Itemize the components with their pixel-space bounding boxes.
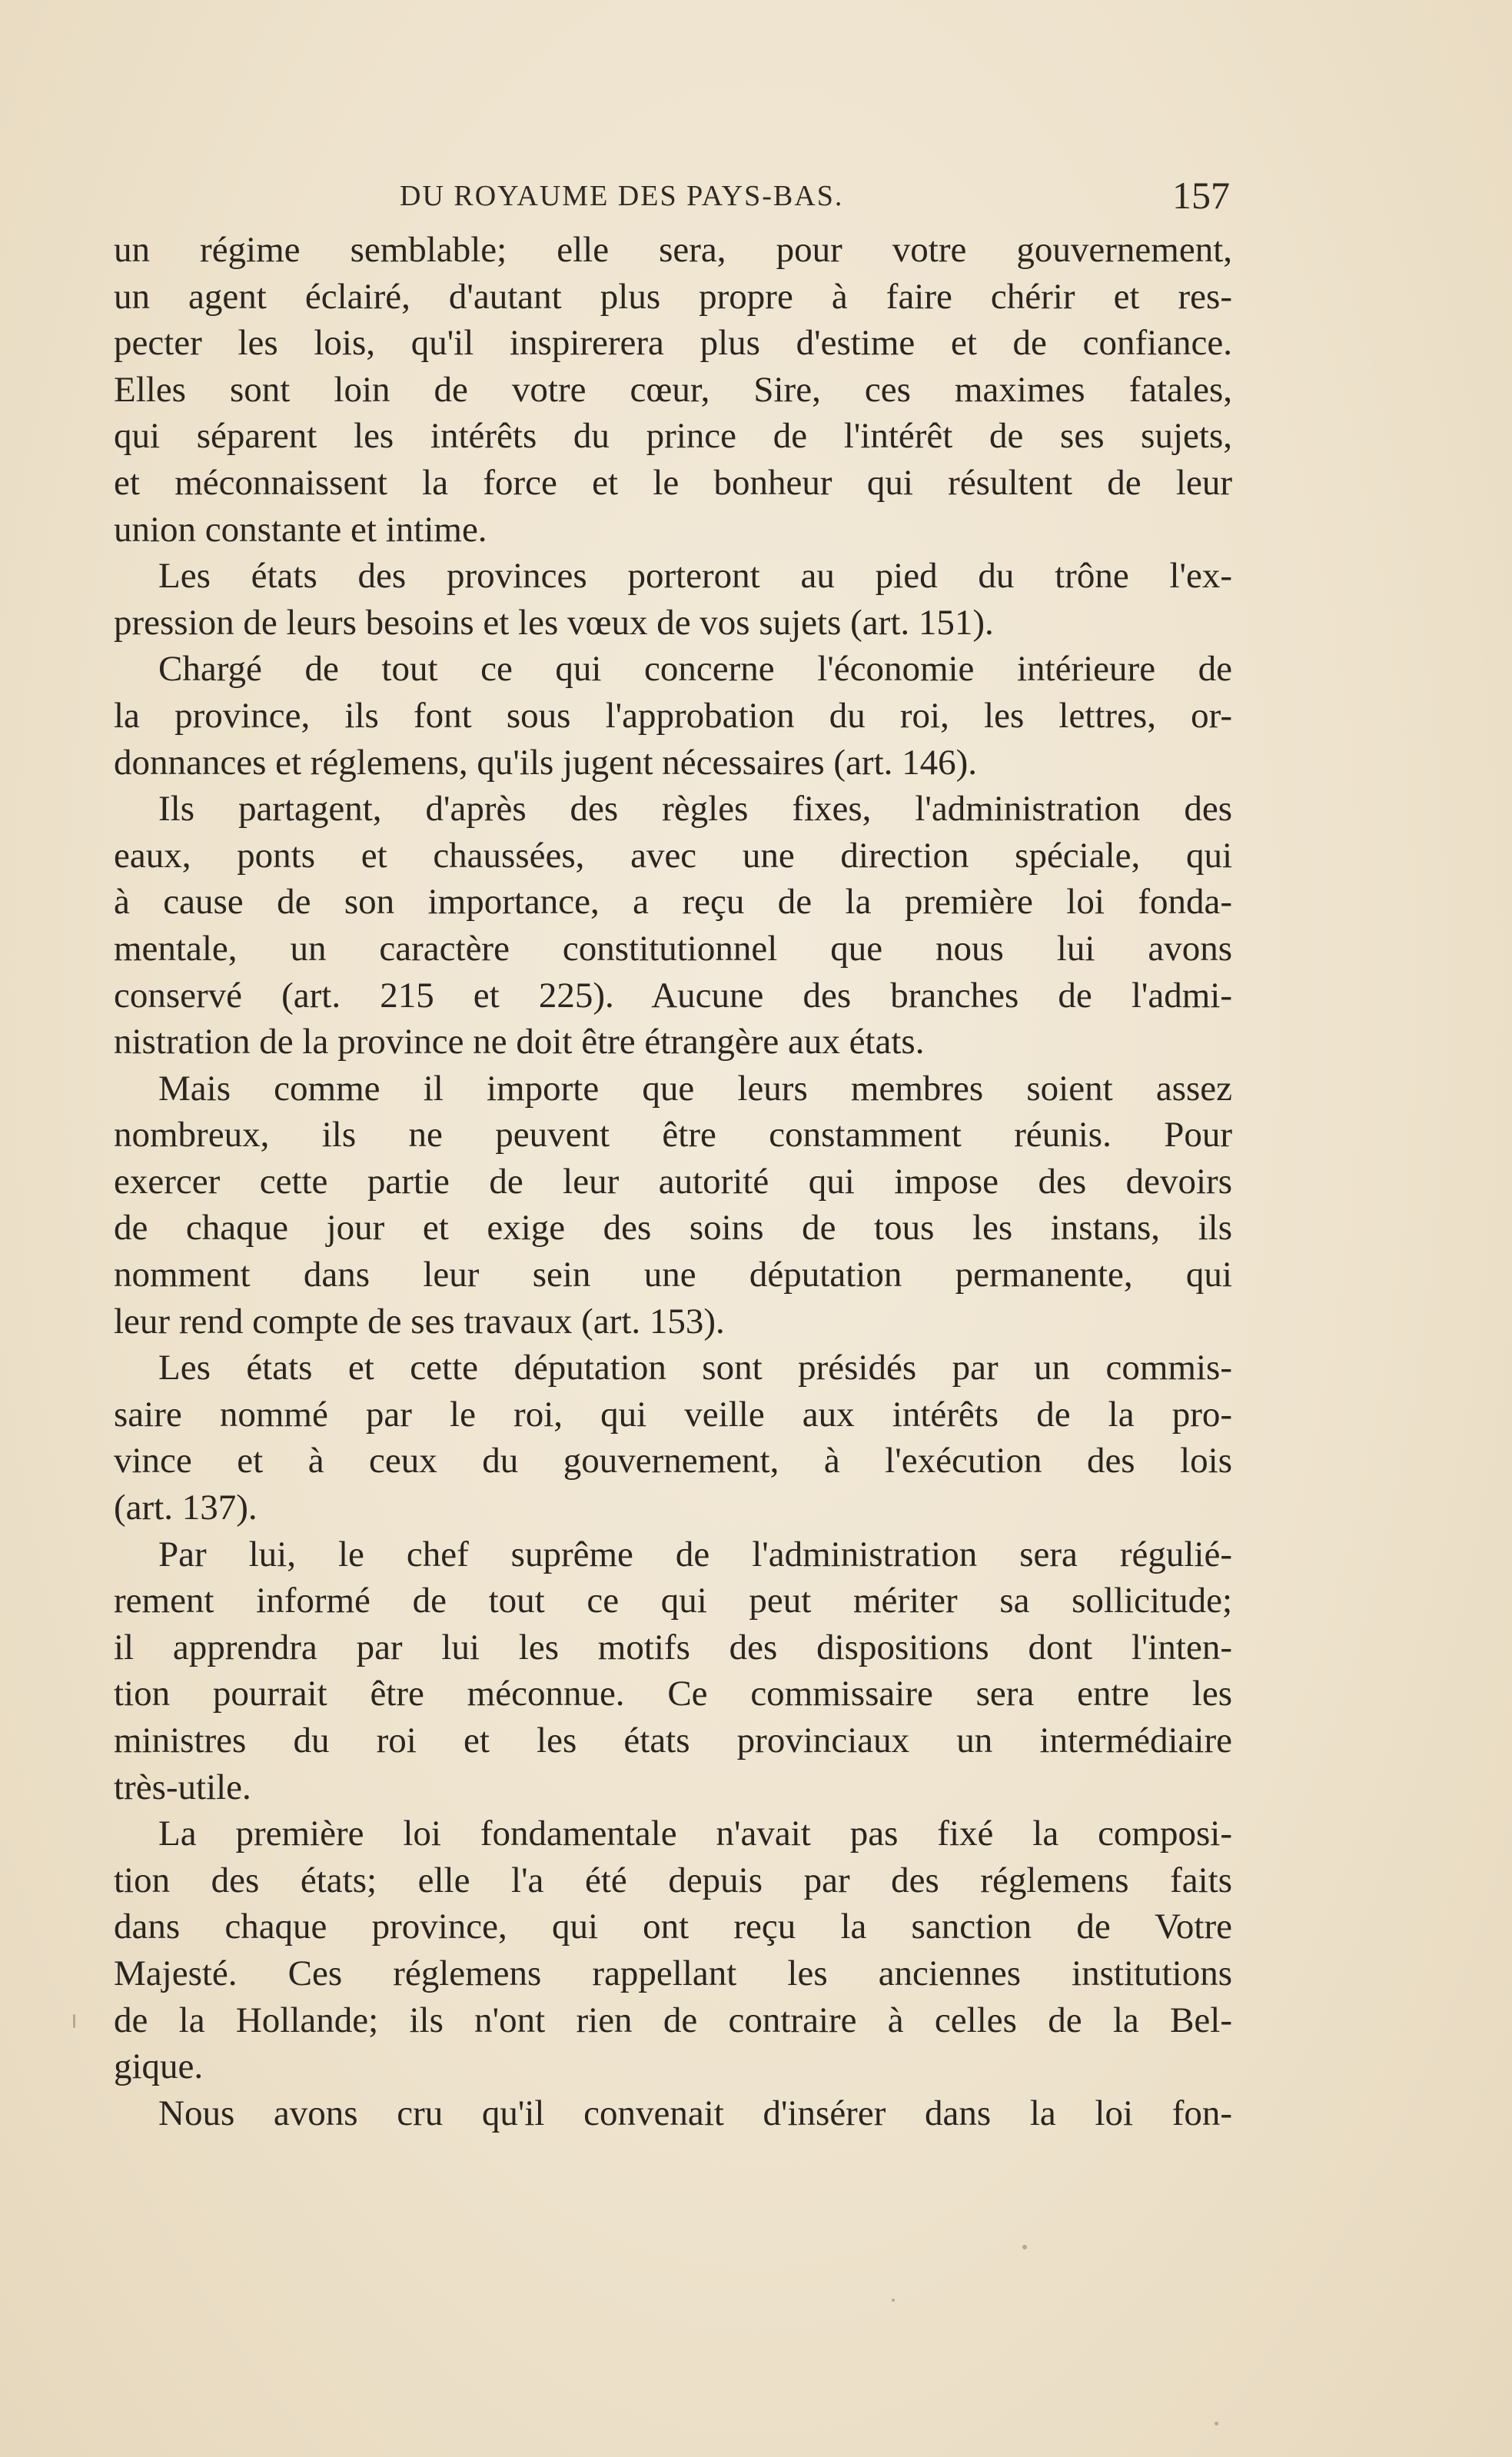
text-line: Les états et cette députation sont présidés par un commis- [158,1348,1232,1388]
text-line: dans chaque province, qui ont reçu la sanction de Votre [114,1907,1232,1947]
text-line: eaux, ponts et chaussées, avec une direction spéciale, qui [114,835,1232,876]
text-line: pecter les lois, qu'il inspirerera plus d'estime et de confiance. [114,323,1232,364]
text-line: un régime semblable; elle sera, pour votre gouvernement, [114,230,1232,270]
text-line: ministres du roi et les états provinciaux un intermédiaire [114,1721,1232,1760]
text-line: tion des états; elle l'a été depuis par des réglemens faits [114,1860,1232,1900]
text-line: il apprendra par lui les motifs des dispositions dont l'inten- [114,1627,1232,1667]
text-line: la province, ils font sous l'approbation du roi, les lettres, or- [114,695,1232,736]
text-line: très-utile. [114,1767,251,1807]
text-line: de la Hollande; ils n'ont rien de contraire à celles de la Bel- [114,2000,1232,2040]
text-line: leur rend compte de ses travaux (art. 153). [114,1301,725,1342]
text-line: rement informé de tout ce qui peut mériter sa sollicitude; [114,1581,1232,1621]
text-line: gique. [114,2046,204,2087]
text-line: Les états des provinces porteront au pied du trône l'ex- [158,556,1232,597]
text-line: Mais comme il importe que leurs membres soient assez [158,1068,1232,1109]
text-line: Elles sont loin de votre cœur, Sire, ces maximes fatales, [114,369,1232,410]
text-line: tion pourrait être méconnue. Ce commissaire sera entre les [114,1674,1232,1714]
paper-speck [1215,2422,1218,2425]
text-line: exercer cette partie de leur autorité qui impose des devoirs [114,1161,1232,1202]
text-line: donnances et réglemens, qu'ils jugent nécessaires (art. 146). [114,742,978,783]
page-header [115,173,1230,219]
running-head: DU ROYAUME DES PAYS-BAS. [400,180,844,212]
paper-speck [1022,2245,1027,2249]
text-line: (art. 137). [114,1488,258,1528]
text-line: à cause de son importance, a reçu de la première loi fonda- [114,882,1232,923]
text-line: vince et à ceux du gouvernement, à l'exécution des lois [114,1441,1232,1481]
text-line: conservé (art. 215 et 225). Aucune des branches de l'admi- [114,975,1232,1016]
body-text [114,227,1232,2136]
text-line: un agent éclairé, d'autant plus propre à faire chérir et res- [114,276,1232,317]
text-line: nombreux, ils ne peuvent être constamment réunis. Pour [114,1115,1232,1155]
text-line: saire nommé par le roi, qui veille aux intérêts de la pro- [114,1394,1232,1435]
text-line: pression de leurs besoins et les vœux de vos sujets (art. 151). [114,602,994,643]
text-line: Ils partagent, d'après des règles fixes, l'administration des [158,789,1232,830]
text-line: et méconnaissent la force et le bonheur qui résultent de leur [114,462,1232,503]
text-line: Par lui, le chef suprême de l'administration sera régulié- [158,1534,1232,1574]
text-line: Majesté. Ces réglemens rappellant les anciennes institutions [114,1953,1232,1993]
text-line: Chargé de tout ce qui concerne l'économie intérieure de [158,649,1232,690]
paper-speck [892,2299,895,2302]
text-line: qui séparent les intérêts du prince de l'intérêt de ses sujets, [114,416,1232,457]
page-number: 157 [1172,174,1230,217]
text-line: Nous avons cru qu'il convenait d'insérer dans la loi fon- [158,2093,1232,2133]
paper-speck [73,2014,75,2028]
text-line: de chaque jour et exige des soins de tous les instans, ils [114,1208,1232,1248]
text-line: mentale, un caractère constitutionnel que nous lui avons [114,928,1232,969]
text-line: union constante et intime. [114,509,487,550]
text-line: nomment dans leur sein une députation permanente, qui [114,1255,1232,1295]
text-line: La première loi fondamentale n'avait pas fixé la composi- [158,1814,1232,1854]
text-line: nistration de la province ne doit être étrangère aux états. [114,1022,925,1062]
